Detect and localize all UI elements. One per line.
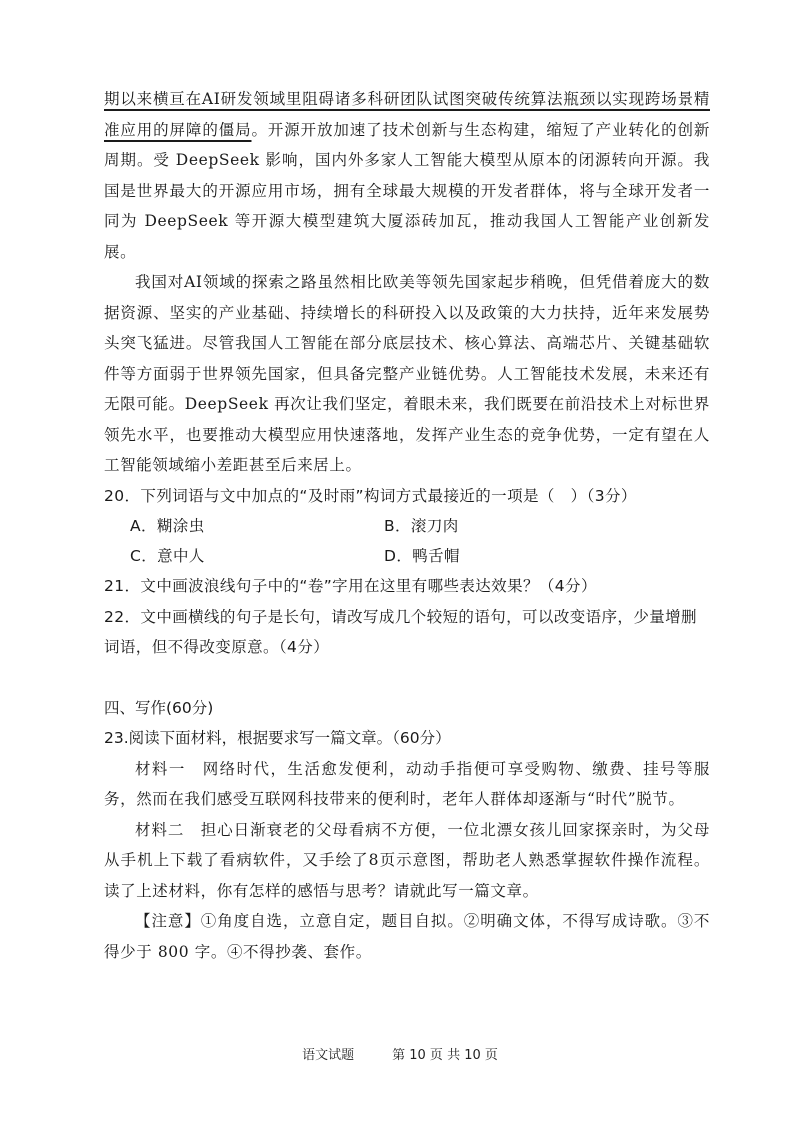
option-d: D．鸭舌帽 — [384, 547, 460, 565]
option-a: A．糊涂虫 — [130, 517, 205, 535]
question-21: 21．文中画波浪线句子中的“卷”字用在这里有哪些表达效果？（4分） — [104, 577, 597, 595]
question-20-options — [104, 511, 710, 571]
question-20: 20．下列词语与文中加点的“及时雨”构词方式最接近的一项是（ ）（3分） — [104, 486, 637, 505]
material-2: 材料二 担心日渐衰老的父母看病不方便，一位北漂女孩儿回家探亲时，为父母从手机上下载了看病软件，又手绘了8页示意图，帮助老人熟悉掌握软件操作流程。读了上述材料，你有怎样的感悟与思考？请就此写一篇文章。 — [104, 820, 710, 900]
underlined-long-sentence: 期以来横亘在AI研发领域里阻碍诸多科研团队试图突破传统算法瓶颈以实现跨场景精准应用的屏障的僵局 — [104, 90, 710, 139]
question-22: 22．文中画横线的句子是长句，请改写成几个较短的语句，可以改变语序，少量增删词语，但不得改变原意。（4分） — [104, 607, 697, 656]
option-b: B．滚刀肉 — [384, 517, 459, 535]
option-c: C．意中人 — [130, 547, 205, 565]
writing-section-title: 四、写作(60分) — [104, 698, 214, 717]
material-1: 材料一 网络时代，生活愈发便利，动动手指便可享受购物、缴费、挂号等服务，然而在我们感受互联网科技带来的便利时，老年人群体却逐渐与“时代”脱节。 — [104, 759, 710, 808]
footer-subject: 语文试题 — [302, 1048, 355, 1063]
writing-note: 【注意】①角度自选，立意自定，题目自拟。②明确文体，不得写成诗歌。③不得少于 800 字。④不得抄袭、套作。 — [104, 912, 710, 961]
passage-paragraph-2: 我国对AI领域的探索之路虽然相比欧美等领先国家起步稍晚，但凭借着庞大的数据资源、坚实的产业基础、持续增长的科研投入以及政策的大力扶持，近年来发展势头突飞猛进。尽管我国人工智能在部分底层技术、核心算法、高端芯片、关键基础软件等方面弱于世界领先国家，但具备完整产业链优势。人工智能技术发展，未来还有无限可能。DeepSeek 再次让我们坚定，着眼未来，我们既要在前沿技术上对标世界领先水平，也要推动大模型应用快速落地，发挥产业生态的竞争优势，一定有望在人工智能领域缩小差距甚至后来居上。 — [104, 273, 710, 474]
question-23: 23.阅读下面材料，根据要求写一篇文章。（60分） — [104, 729, 451, 747]
section-gap — [104, 663, 710, 693]
passage-paragraph-1-rest: 。开源开放加速了技术创新与生态构建，缩短了产业转化的创新周期。受 DeepSeek 影响，国内外多家人工智能大模型从原本的闭源转向开源。我国是世界最大的开源应用市场，拥有全球最大规模的开发者群体，将与全球开发者一同为 DeepSeek 等开源大模型建筑大厦添砖加瓦，推动我国人工智能产业创新发展。 — [104, 120, 710, 261]
footer-page-number: 第 10 页 共 10 页 — [392, 1048, 498, 1063]
page-footer — [0, 1044, 800, 1063]
passage-paragraph-1 — [104, 84, 710, 267]
